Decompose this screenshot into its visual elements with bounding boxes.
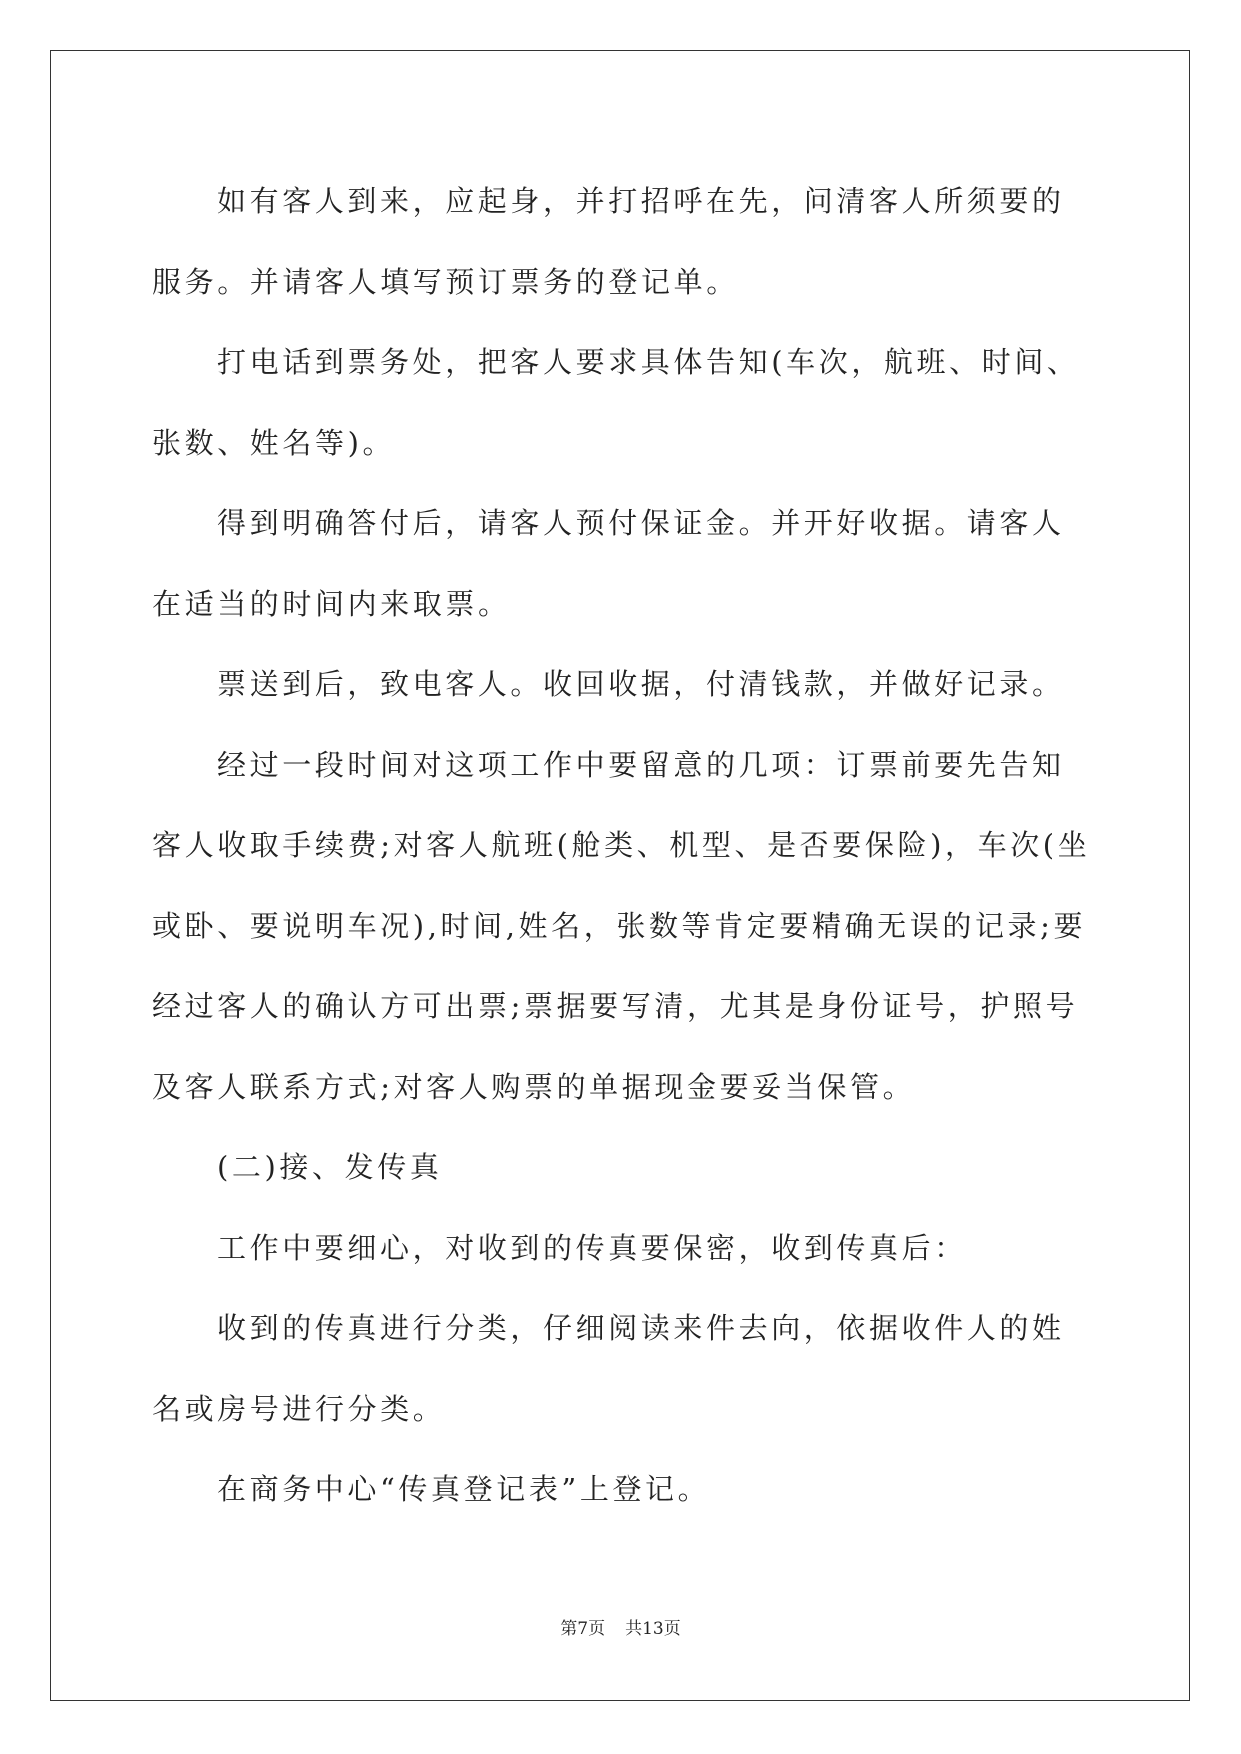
page-footer [0,1614,1241,1639]
paragraph: 如有客人到来，应起身，并打招呼在先，问清客人所须要的服务。并请客人填写预订票务的登记单。 [152,184,1065,299]
paragraph: 打电话到票务处，把客人要求具体告知(车次，航班、时间、张数、姓名等)。 [152,345,1080,460]
page-number: 第7页 [560,1619,606,1639]
page-total: 共13页 [625,1619,681,1639]
paragraph: 收到的传真进行分类，仔细阅读来件去向，依据收件人的姓名或房号进行分类。 [152,1311,1065,1426]
section-heading: (二)接、发传真 [217,1150,443,1184]
paragraph: 经过一段时间对这项工作中要留意的几项：订票前要先告知客人收取手续费;对客人航班(舱类、机型、是否要保险)，车次(坐或卧、要说明车况),时间,姓名，张数等肯定要精确无误的记录;要经过客人的确认方可出票;票据要写清，尤其是身份证号，护照号及客人联系方式;对客人购票的单据现金要妥当保管。 [152,747,1091,1104]
paragraph: 票送到后，致电客人。收回收据，付清钱款，并做好记录。 [217,667,1065,701]
paragraph: 工作中要细心，对收到的传真要保密，收到传真后： [217,1230,967,1265]
paragraph: 在商务中心“传真登记表”上登记。 [217,1472,711,1506]
paragraph: 得到明确答付后，请客人预付保证金。并开好收据。请客人在适当的时间内来取票。 [152,506,1065,621]
document-body [152,161,1092,1530]
